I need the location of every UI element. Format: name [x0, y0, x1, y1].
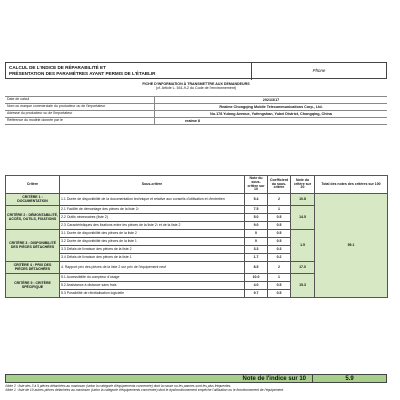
total-score: 59.1 [315, 194, 388, 298]
criterion-name: CRITÈRE 2 : DÉMONTABILITÉ, ACCÈS, OUTILS, FIXATIONS [6, 206, 60, 230]
criterion-score: 15.3 [291, 274, 315, 298]
fiche-heading [5, 82, 387, 91]
header-note-critere: Note du critère sur 20 [291, 176, 315, 194]
info-value: No.178 Yulong Avenue, Yufengshan, Yubei District, Chongqing, China [210, 112, 332, 116]
product-info [5, 96, 387, 125]
subcriterion-coef: 0.5 [268, 290, 291, 298]
final-score-label: Note de l'indice sur 10 [5, 374, 313, 383]
document-header [5, 62, 387, 79]
subcriterion-note: 3.3 [245, 246, 268, 254]
footnotes [5, 384, 387, 392]
info-value: Realme Chongqing Mobile Telecommunications Corp., Ltd. [219, 105, 323, 109]
info-value: realme 8 [185, 119, 200, 123]
fiche-line-2: (cf. Article L. 541-9-2 du Code de l'environnement) [155, 86, 237, 91]
info-row-brand [5, 104, 387, 111]
info-row-date [5, 96, 387, 104]
criterion-score: 17.0 [291, 262, 315, 274]
subcriterion-note: 4.0 [245, 282, 268, 290]
subcriterion-coef: 0.5 [268, 230, 291, 238]
subcriterion-note: 10.0 [245, 274, 268, 282]
final-score-value: 5.9 [313, 374, 387, 383]
info-key: Adresse du producteur ou de l'importateur [5, 111, 155, 117]
subcriterion-coef: 0.5 [268, 214, 291, 222]
criteria-table [5, 175, 388, 298]
header-sous-critere: Sous-critère [60, 176, 245, 194]
subcriterion-label: 2.1 Facilité de démontage des pièces de la liste 2¹ [60, 206, 245, 214]
criterion-score: 1.5 [291, 230, 315, 262]
subcriterion-label: 3.3 Délais de livraison des pièces de la liste 2 [60, 246, 245, 254]
criterion-name: CRITÈRE 5 : CRITÈRE SPÉCIFIQUE [6, 274, 60, 298]
subcriterion-coef: 0.5 [268, 238, 291, 246]
subcriterion-note: 5.4 [245, 194, 268, 206]
header-critere: Critère [6, 176, 60, 194]
title-line-2: PRÉSENTATION DES PARAMÈTRES AYANT PERMIS DE L'ÉTABLIR [9, 70, 156, 76]
product-type: Phone [312, 68, 326, 73]
subcriterion-coef: 0.3 [268, 246, 291, 254]
subcriterion-note: 9.0 [245, 222, 268, 230]
info-key: Date de calcul [5, 97, 155, 103]
subcriterion-label: 2.3 Caractéristiques des fixations entre les pièces de la liste 2¹ et de la liste 2 [60, 222, 245, 230]
subcriterion-coef: 2 [268, 262, 291, 274]
footnote-1: ¹Note 2 : liste des 3 à 5 pièces détachées au maximum (selon la catégorie d'équipements concernée) dont la casse ou les pannes sont les plus fréquentes. [5, 384, 232, 388]
fiche-line-1: FICHE D'INFORMATION À TRANSMETTRE AUX DEMANDEURS [142, 82, 250, 86]
subcriterion-label: 3.2 Durée de disponibilité des pièces de la liste 1 [60, 238, 245, 246]
subcriterion-label: 2.2 Outils nécessaires (liste 2) [60, 214, 245, 222]
subcriterion-note: 9.7 [245, 290, 268, 298]
subcriterion-coef: 0.2 [268, 254, 291, 262]
subcriterion-note: 1.7 [245, 254, 268, 262]
table-header-row [6, 176, 388, 194]
criterion-name: CRITÈRE 1 : DOCUMENTATION [6, 194, 60, 206]
criterion-score: 14.5 [291, 206, 315, 230]
subcriterion-note: 0 [245, 238, 268, 246]
subcriterion-coef: 0.5 [268, 222, 291, 230]
header-note: Note du sous-critère sur 10 [245, 176, 268, 194]
criterion-score: 10.8 [291, 194, 315, 206]
subcriterion-note: 8.5 [245, 262, 268, 274]
title-line-1: CALCUL DE L'INDICE DE RÉPARABILITÉ ET [9, 65, 106, 70]
info-key: Référence du modèle donnée par le [5, 118, 155, 124]
criterion-name: CRITÈRE 4 : PRIX DES PIÈCES DÉTACHÉES [6, 262, 60, 274]
subcriterion-label: 5.1 Accessibilité du compteur d'usage [60, 274, 245, 282]
criterion-name: CRITÈRE 3 : DISPONIBILITÉ DES PIÈCES DÉTACHÉES [6, 230, 60, 262]
subcriterion-coef: 2 [268, 194, 291, 206]
subcriterion-label: 5.2 Assistance à distance sans frais [60, 282, 245, 290]
document-title [6, 63, 252, 80]
info-value: 2021/3/17 [262, 98, 280, 102]
info-key: Nom ou marque commerciale du producteur ou de l'importateur [5, 104, 155, 110]
subcriterion-label: 5.3 Possibilité de réinitialisation logicielle [60, 290, 245, 298]
info-row-model [5, 118, 387, 125]
final-score-bar [5, 374, 387, 383]
subcriterion-label: 3.1 Durée de disponibilité des pièces de la liste 2 [60, 230, 245, 238]
header-coefficient: Coefficient du sous-critère [268, 176, 291, 194]
subcriterion-label: 4. Rapport prix des pièces de la liste 2 sur prix de l'équipement neuf [60, 262, 245, 274]
subcriterion-note: 0 [245, 230, 268, 238]
table-row [6, 194, 388, 206]
info-row-address [5, 111, 387, 118]
subcriterion-coef: 1 [268, 274, 291, 282]
subcriterion-label: 3.4 Délais de livraison des pièces de la liste 1 [60, 254, 245, 262]
header-total: Total des notes des critères sur 100 [315, 176, 388, 194]
subcriterion-note: 5.0 [245, 214, 268, 222]
subcriterion-note: 7.5 [245, 206, 268, 214]
footnote-2: ²Note 1 : liste de 10 autres pièces détachées au maximum (selon la catégorie d'équipements concernée) dont le dysfonctionnement empêche l'utilisation ou le fonctionnement de l'équipement. [5, 388, 284, 392]
subcriterion-coef: 1 [268, 206, 291, 214]
subcriterion-label: 1.1 Durée de disponibilité de la documentation technique et relative aux conseils d'utilisation et d'entretien [60, 194, 245, 206]
subcriterion-coef: 0.5 [268, 282, 291, 290]
